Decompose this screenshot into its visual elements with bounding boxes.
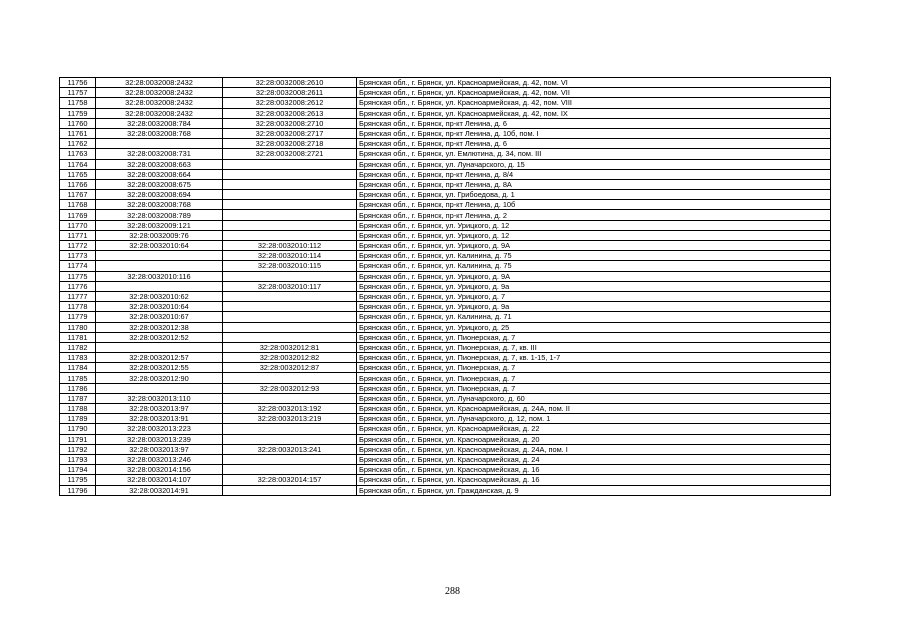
row-number-cell: 11758 [60,98,96,108]
parcel-cadastral-cell [96,139,223,149]
row-number-cell: 11757 [60,88,96,98]
table-row [60,404,831,414]
row-number-cell: 11766 [60,179,96,189]
object-cadastral-cell: 32:28:0032008:2612 [223,98,357,108]
table-row [60,190,831,200]
table-row [60,444,831,454]
parcel-cadastral-cell: 32:28:0032008:731 [96,149,223,159]
object-cadastral-cell: 32:28:0032008:2717 [223,128,357,138]
parcel-cadastral-cell: 32:28:0032014:107 [96,475,223,485]
object-cadastral-cell [223,312,357,322]
page-number: 288 [445,586,460,597]
parcel-cadastral-cell: 32:28:0032014:91 [96,485,223,495]
table-row [60,363,831,373]
address-cell: Брянская обл., г. Брянск, ул. Гражданская, д. 9 [357,485,831,495]
address-cell: Брянская обл., г. Брянск, пр-кт Ленина, д. 10б, пом. I [357,128,831,138]
parcel-cadastral-cell: 32:28:0032010:116 [96,271,223,281]
object-cadastral-cell: 32:28:0032013:219 [223,414,357,424]
object-cadastral-cell [223,179,357,189]
object-cadastral-cell [223,454,357,464]
table-row [60,322,831,332]
address-cell: Брянская обл., г. Брянск, ул. Красноармейская, д. 20 [357,434,831,444]
object-cadastral-cell: 32:28:0032008:2710 [223,118,357,128]
address-cell: Брянская обл., г. Брянск, ул. Калинина, д. 75 [357,261,831,271]
table-row [60,230,831,240]
address-cell: Брянская обл., г. Брянск, ул. Калинина, д. 71 [357,312,831,322]
parcel-cadastral-cell: 32:28:0032008:789 [96,210,223,220]
object-cadastral-cell [223,302,357,312]
object-cadastral-cell [223,190,357,200]
row-number-cell: 11772 [60,241,96,251]
row-number-cell: 11780 [60,322,96,332]
parcel-cadastral-cell: 32:28:0032012:90 [96,373,223,383]
parcel-cadastral-cell [96,251,223,261]
row-number-cell: 11761 [60,128,96,138]
row-number-cell: 11779 [60,312,96,322]
table-row [60,179,831,189]
table-row [60,261,831,271]
row-number-cell: 11760 [60,118,96,128]
row-number-cell: 11785 [60,373,96,383]
parcel-cadastral-cell: 32:28:0032010:64 [96,302,223,312]
parcel-cadastral-cell: 32:28:0032013:246 [96,454,223,464]
address-cell: Брянская обл., г. Брянск, ул. Красноармейская, д. 42, пом. IX [357,108,831,118]
object-cadastral-cell [223,159,357,169]
object-cadastral-cell [223,200,357,210]
row-number-cell: 11783 [60,353,96,363]
parcel-cadastral-cell: 32:28:0032008:675 [96,179,223,189]
object-cadastral-cell [223,393,357,403]
address-cell: Брянская обл., г. Брянск, пр-кт Ленина, д. 10б [357,200,831,210]
object-cadastral-cell: 32:28:0032010:112 [223,241,357,251]
row-number-cell: 11786 [60,383,96,393]
object-cadastral-cell: 32:28:0032014:157 [223,475,357,485]
object-cadastral-cell: 32:28:0032010:115 [223,261,357,271]
row-number-cell: 11789 [60,414,96,424]
row-number-cell: 11768 [60,200,96,210]
address-cell: Брянская обл., г. Брянск, ул. Грибоедова, д. 1 [357,190,831,200]
address-cell: Брянская обл., г. Брянск, ул. Красноармейская, д. 42, пом. VIII [357,98,831,108]
parcel-cadastral-cell: 32:28:0032013:110 [96,393,223,403]
address-cell: Брянская обл., г. Брянск, ул. Урицкого, д. 7 [357,291,831,301]
object-cadastral-cell: 32:28:0032010:117 [223,281,357,291]
row-number-cell: 11788 [60,404,96,414]
table-row [60,169,831,179]
table-row [60,485,831,495]
address-cell: Брянская обл., г. Брянск, ул. Красноармейская, д. 24А, пом. I [357,444,831,454]
parcel-cadastral-cell: 32:28:0032012:55 [96,363,223,373]
address-cell: Брянская обл., г. Брянск, ул. Урицкого, д. 9А [357,241,831,251]
address-cell: Брянская обл., г. Брянск, ул. Калинина, д. 75 [357,251,831,261]
parcel-cadastral-cell: 32:28:0032009:121 [96,220,223,230]
parcel-cadastral-cell: 32:28:0032008:2432 [96,98,223,108]
parcel-cadastral-cell: 32:28:0032008:768 [96,200,223,210]
address-cell: Брянская обл., г. Брянск, пр-кт Ленина, д. 6 [357,139,831,149]
row-number-cell: 11771 [60,230,96,240]
parcel-cadastral-cell: 32:28:0032010:64 [96,241,223,251]
row-number-cell: 11778 [60,302,96,312]
parcel-cadastral-cell: 32:28:0032013:97 [96,404,223,414]
object-cadastral-cell: 32:28:0032010:114 [223,251,357,261]
row-number-cell: 11787 [60,393,96,403]
table-row [60,383,831,393]
row-number-cell: 11782 [60,342,96,352]
address-cell: Брянская обл., г. Брянск, ул. Пионерская, д. 7 [357,373,831,383]
row-number-cell: 11756 [60,78,96,88]
object-cadastral-cell: 32:28:0032008:2610 [223,78,357,88]
table-row [60,149,831,159]
table-row [60,353,831,363]
parcel-cadastral-cell: 32:28:0032009:76 [96,230,223,240]
row-number-cell: 11762 [60,139,96,149]
table-body [60,78,831,496]
object-cadastral-cell: 32:28:0032012:93 [223,383,357,393]
table-row [60,281,831,291]
address-cell: Брянская обл., г. Брянск, ул. Красноармейская, д. 42, пом. VII [357,88,831,98]
table-row [60,220,831,230]
table-row [60,139,831,149]
row-number-cell: 11781 [60,332,96,342]
parcel-cadastral-cell [96,342,223,352]
object-cadastral-cell [223,291,357,301]
object-cadastral-cell [223,465,357,475]
parcel-cadastral-cell: 32:28:0032008:2432 [96,88,223,98]
object-cadastral-cell [223,220,357,230]
row-number-cell: 11767 [60,190,96,200]
table-row [60,332,831,342]
row-number-cell: 11777 [60,291,96,301]
table-row [60,98,831,108]
object-cadastral-cell [223,271,357,281]
object-cadastral-cell [223,485,357,495]
row-number-cell: 11769 [60,210,96,220]
table-row [60,251,831,261]
object-cadastral-cell: 32:28:0032012:87 [223,363,357,373]
table-row [60,424,831,434]
row-number-cell: 11773 [60,251,96,261]
parcel-cadastral-cell: 32:28:0032013:97 [96,444,223,454]
table-row [60,159,831,169]
address-cell: Брянская обл., г. Брянск, ул. Урицкого, д. 12 [357,220,831,230]
parcel-cadastral-cell: 32:28:0032008:663 [96,159,223,169]
table-row [60,108,831,118]
address-cell: Брянская обл., г. Брянск, ул. Красноармейская, д. 24А, пом. II [357,404,831,414]
table-row [60,302,831,312]
parcel-cadastral-cell: 32:28:0032008:768 [96,128,223,138]
row-number-cell: 11774 [60,261,96,271]
row-number-cell: 11793 [60,454,96,464]
table-row [60,88,831,98]
address-cell: Брянская обл., г. Брянск, ул. Урицкого, д. 9А [357,271,831,281]
parcel-cadastral-cell [96,261,223,271]
table-row [60,78,831,88]
parcel-cadastral-cell: 32:28:0032013:239 [96,434,223,444]
object-cadastral-cell [223,210,357,220]
table-row [60,373,831,383]
address-cell: Брянская обл., г. Брянск, ул. Пионерская, д. 7 [357,363,831,373]
parcel-cadastral-cell: 32:28:0032013:223 [96,424,223,434]
parcel-cadastral-cell: 32:28:0032010:67 [96,312,223,322]
object-cadastral-cell [223,373,357,383]
address-cell: Брянская обл., г. Брянск, пр-кт Ленина, д. 8А [357,179,831,189]
object-cadastral-cell: 32:28:0032013:241 [223,444,357,454]
table-row [60,342,831,352]
address-cell: Брянская обл., г. Брянск, ул. Луначарского, д. 12, пом. 1 [357,414,831,424]
parcel-cadastral-cell: 32:28:0032008:784 [96,118,223,128]
address-cell: Брянская обл., г. Брянск, пр-кт Ленина, д. 6 [357,118,831,128]
object-cadastral-cell: 32:28:0032012:82 [223,353,357,363]
parcel-cadastral-cell: 32:28:0032010:62 [96,291,223,301]
address-cell: Брянская обл., г. Брянск, ул. Луначарского, д. 60 [357,393,831,403]
row-number-cell: 11759 [60,108,96,118]
address-cell: Брянская обл., г. Брянск, ул. Красноармейская, д. 42, пом. VI [357,78,831,88]
row-number-cell: 11764 [60,159,96,169]
parcel-cadastral-cell: 32:28:0032012:52 [96,332,223,342]
object-cadastral-cell [223,332,357,342]
address-cell: Брянская обл., г. Брянск, ул. Красноармейская, д. 22 [357,424,831,434]
row-number-cell: 11776 [60,281,96,291]
row-number-cell: 11796 [60,485,96,495]
address-cell: Брянская обл., г. Брянск, пр-кт Ленина, д. 2 [357,210,831,220]
row-number-cell: 11790 [60,424,96,434]
parcel-cadastral-cell: 32:28:0032008:2432 [96,78,223,88]
parcel-cadastral-cell: 32:28:0032008:2432 [96,108,223,118]
object-cadastral-cell: 32:28:0032012:81 [223,342,357,352]
object-cadastral-cell: 32:28:0032008:2611 [223,88,357,98]
address-cell: Брянская обл., г. Брянск, ул. Урицкого, д. 9а [357,281,831,291]
table-row [60,291,831,301]
address-cell: Брянская обл., г. Брянск, ул. Пионерская, д. 7, кв. III [357,342,831,352]
table-row [60,118,831,128]
object-cadastral-cell [223,169,357,179]
address-cell: Брянская обл., г. Брянск, ул. Емлютина, д. 34, пом. III [357,149,831,159]
address-cell: Брянская обл., г. Брянск, ул. Луначарского, д. 15 [357,159,831,169]
address-cell: Брянская обл., г. Брянск, пр-кт Ленина, д. 8/4 [357,169,831,179]
object-cadastral-cell: 32:28:0032013:192 [223,404,357,414]
address-cell: Брянская обл., г. Брянск, ул. Урицкого, д. 9а [357,302,831,312]
address-cell: Брянская обл., г. Брянск, ул. Урицкого, д. 12 [357,230,831,240]
row-number-cell: 11795 [60,475,96,485]
object-cadastral-cell: 32:28:0032008:2721 [223,149,357,159]
object-cadastral-cell [223,434,357,444]
row-number-cell: 11775 [60,271,96,281]
object-cadastral-cell [223,230,357,240]
address-cell: Брянская обл., г. Брянск, ул. Красноармейская, д. 24 [357,454,831,464]
address-cell: Брянская обл., г. Брянск, ул. Красноармейская, д. 16 [357,465,831,475]
address-cell: Брянская обл., г. Брянск, ул. Пионерская, д. 7, кв. 1-15, 1-7 [357,353,831,363]
table-row [60,454,831,464]
object-cadastral-cell: 32:28:0032008:2613 [223,108,357,118]
table-row [60,434,831,444]
row-number-cell: 11791 [60,434,96,444]
row-number-cell: 11763 [60,149,96,159]
address-cell: Брянская обл., г. Брянск, ул. Красноармейская, д. 16 [357,475,831,485]
table-row [60,210,831,220]
object-cadastral-cell: 32:28:0032008:2718 [223,139,357,149]
object-cadastral-cell [223,322,357,332]
row-number-cell: 11794 [60,465,96,475]
parcel-cadastral-cell: 32:28:0032012:38 [96,322,223,332]
table-row [60,465,831,475]
table-row [60,393,831,403]
parcel-cadastral-cell [96,383,223,393]
address-cell: Брянская обл., г. Брянск, ул. Урицкого, д. 25 [357,322,831,332]
table-row [60,271,831,281]
parcel-cadastral-cell [96,281,223,291]
row-number-cell: 11770 [60,220,96,230]
address-cell: Брянская обл., г. Брянск, ул. Пионерская, д. 7 [357,383,831,393]
table-row [60,200,831,210]
property-table [59,77,831,496]
row-number-cell: 11765 [60,169,96,179]
parcel-cadastral-cell: 32:28:0032013:91 [96,414,223,424]
object-cadastral-cell [223,424,357,434]
address-cell: Брянская обл., г. Брянск, ул. Пионерская, д. 7 [357,332,831,342]
row-number-cell: 11792 [60,444,96,454]
parcel-cadastral-cell: 32:28:0032008:694 [96,190,223,200]
row-number-cell: 11784 [60,363,96,373]
parcel-cadastral-cell: 32:28:0032012:57 [96,353,223,363]
table-row [60,312,831,322]
table-row [60,414,831,424]
table-row [60,128,831,138]
parcel-cadastral-cell: 32:28:0032008:664 [96,169,223,179]
parcel-cadastral-cell: 32:28:0032014:156 [96,465,223,475]
table-row [60,475,831,485]
table-row [60,241,831,251]
